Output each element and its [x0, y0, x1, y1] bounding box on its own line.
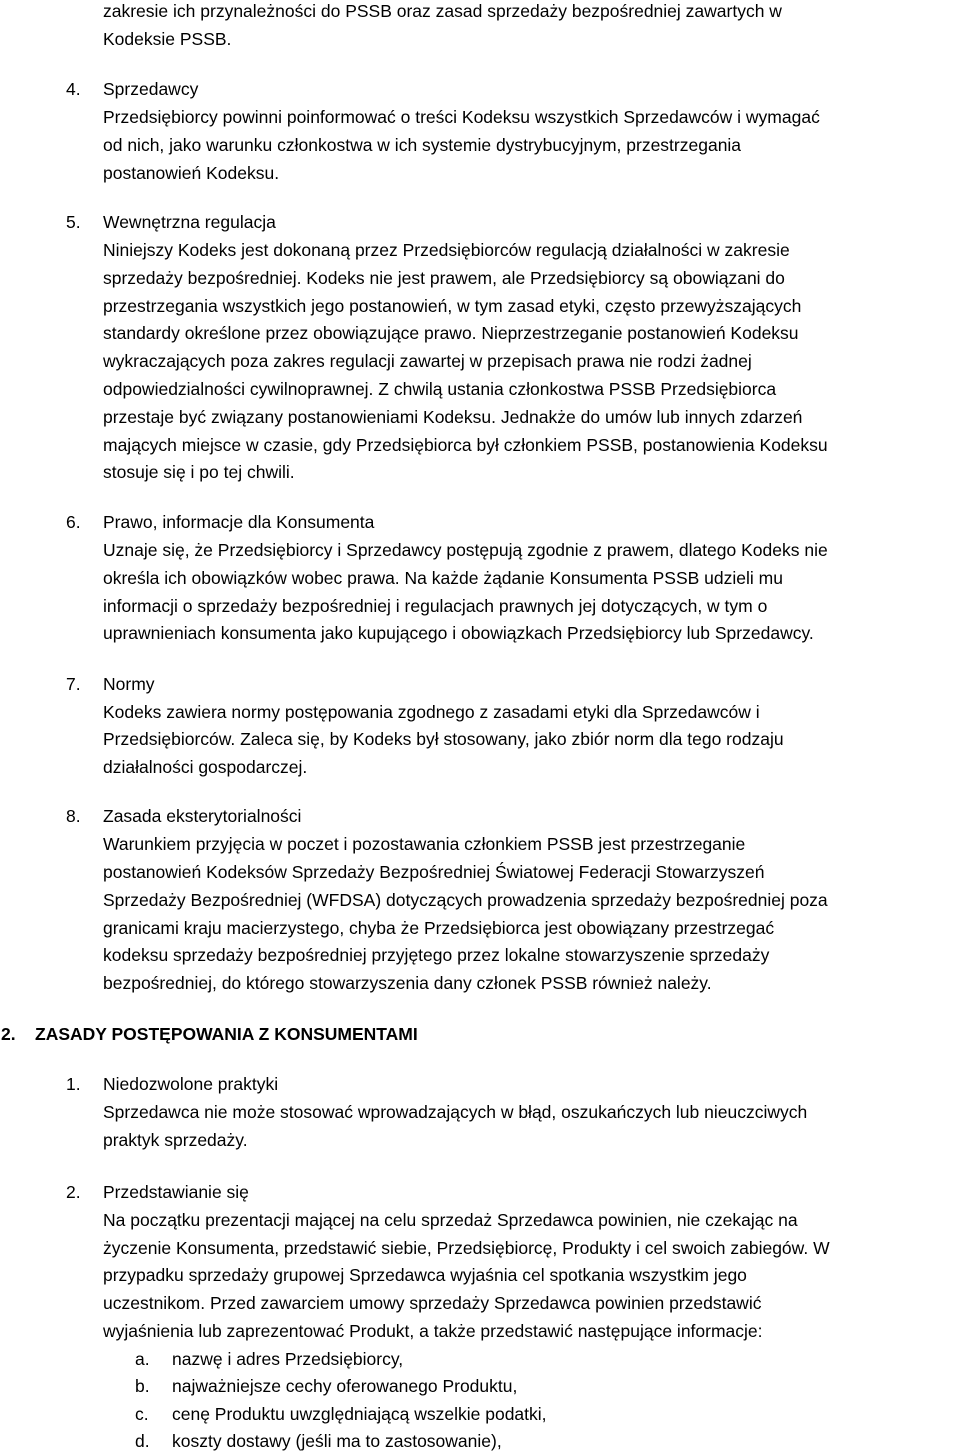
- section-number: 2.: [1, 1024, 16, 1044]
- subitem-letter: d.: [135, 1431, 150, 1451]
- subitem-text: nazwę i adres Przedsiębiorcy,: [172, 1349, 404, 1369]
- section-title: ZASADY POSTĘPOWANIA Z KONSUMENTAMI: [35, 1024, 418, 1044]
- item-line: Uznaje się, że Przedsiębiorcy i Sprzedawcy postępują zgodnie z prawem, dlatego Kodeks nie: [103, 540, 828, 560]
- item-number: 2.: [66, 1182, 81, 1202]
- subitem-letter: a.: [135, 1349, 150, 1369]
- subitem-text: najważniejsze cechy oferowanego Produktu,: [172, 1376, 518, 1396]
- item-line: praktyk sprzedaży.: [103, 1130, 248, 1150]
- item-line: informacji o sprzedaży bezpośredniej i regulacjach prawnych jej dotyczących, w tym o: [103, 596, 768, 616]
- subitem-letter: c.: [135, 1404, 149, 1424]
- item-line: przestaje być związany postanowieniami Kodeksu. Jednakże do umów lub innych zdarzeń: [103, 407, 803, 427]
- item-line: określa ich obowiązków wobec prawa. Na każde żądanie Konsumenta PSSB udzieli mu: [103, 568, 783, 588]
- item-line: wyjaśnienia lub zaprezentować Produkt, a także przedstawić następujące informacje:: [103, 1321, 763, 1341]
- item-line: Przedsiębiorcy powinni poinformować o treści Kodeksu wszystkich Sprzedawców i wymagać: [103, 107, 820, 127]
- subitem-text: cenę Produktu uwzględniającą wszelkie podatki,: [172, 1404, 547, 1424]
- item-number: 1.: [66, 1074, 81, 1094]
- item-line: odpowiedzialności cywilnoprawnej. Z chwilą ustania członkostwa PSSB Przedsiębiorca: [103, 379, 777, 399]
- item-number: 8.: [66, 806, 81, 826]
- item-line: uczestnikom. Przed zawarciem umowy sprzedaży Sprzedawca powinien przedstawić: [103, 1293, 762, 1313]
- item-line: kodeksu sprzedaży bezpośredniej przyjętego przez lokalne stowarzyszenie sprzedaży: [103, 945, 770, 965]
- item-line: bezpośredniej, do którego stowarzyszenia dany członek PSSB również należy.: [103, 973, 712, 993]
- item-title: Sprzedawcy: [103, 79, 199, 99]
- item-line: mających miejsce w czasie, gdy Przedsiębiorca był członkiem PSSB, postanowienia Kodeksu: [103, 435, 828, 455]
- item-line: od nich, jako warunku członkostwa w ich systemie dystrybucyjnym, przestrzegania: [103, 135, 742, 155]
- item-line: stosuje się i po tej chwili.: [103, 462, 295, 482]
- item-title: Niedozwolone praktyki: [103, 1074, 279, 1094]
- item-line: przypadku sprzedaży grupowej Sprzedawca wyjaśnia cel spotkania wszystkim jego: [103, 1265, 747, 1285]
- item-line: postanowień Kodeksu.: [103, 163, 280, 183]
- intro-line: zakresie ich przynależności do PSSB oraz zasad sprzedaży bezpośredniej zawartych w: [103, 1, 782, 21]
- item-line: postanowień Kodeksów Sprzedaży Bezpośredniej Światowej Federacji Stowarzyszeń: [103, 862, 765, 882]
- item-number: 7.: [66, 674, 81, 694]
- item-line: Warunkiem przyjęcia w poczet i pozostawania członkiem PSSB jest przestrzeganie: [103, 834, 746, 854]
- item-line: Sprzedawca nie może stosować wprowadzających w błąd, oszukańczych lub nieuczciwych: [103, 1102, 808, 1122]
- subitem-letter: b.: [135, 1376, 150, 1396]
- item-line: granicami kraju macierzystego, chyba że Przedsiębiorca jest obowiązany przestrzegać: [103, 918, 775, 938]
- item-title: Wewnętrzna regulacja: [103, 212, 276, 232]
- item-title: Zasada eksterytorialności: [103, 806, 302, 826]
- item-line: standardy określone przez obowiązujące prawo. Nieprzestrzeganie postanowień Kodeksu: [103, 323, 799, 343]
- item-number: 6.: [66, 512, 81, 532]
- item-title: Przedstawianie się: [103, 1182, 249, 1202]
- item-line: Sprzedaży Bezpośredniej (WFDSA) dotyczących prowadzenia sprzedaży bezpośredniej poza: [103, 890, 828, 910]
- item-line: wykraczających poza zakres regulacji zawartej w przepisach prawa nie rodzi żadnej: [103, 351, 752, 371]
- item-line: Przedsiębiorców. Zaleca się, by Kodeks był stosowany, jako zbiór norm dla tego rodzaju: [103, 729, 784, 749]
- item-line: sprzedaży bezpośredniej. Kodeks nie jest prawem, ale Przedsiębiorcy są obowiązani do: [103, 268, 785, 288]
- subitem-text: koszty dostawy (jeśli ma to zastosowanie),: [172, 1431, 502, 1451]
- item-line: uprawnieniach konsumenta jako kupującego i obowiązkach Przedsiębiorcy lub Sprzedawcy.: [103, 623, 814, 643]
- item-line: Niniejszy Kodeks jest dokonaną przez Przedsiębiorców regulacją działalności w zakresie: [103, 240, 790, 260]
- item-line: Kodeks zawiera normy postępowania zgodnego z zasadami etyki dla Sprzedawców i: [103, 702, 760, 722]
- item-title: Prawo, informacje dla Konsumenta: [103, 512, 375, 532]
- item-line: życzenie Konsumenta, przedstawić siebie, Przedsiębiorcę, Produkty i cel swoich zabiegów. W: [103, 1238, 830, 1258]
- item-number: 5.: [66, 212, 81, 232]
- item-line: działalności gospodarczej.: [103, 757, 308, 777]
- item-line: przestrzegania wszystkich jego postanowień, w tym zasad etyki, często przewyższających: [103, 296, 802, 316]
- intro-line: Kodeksie PSSB.: [103, 29, 232, 49]
- item-title: Normy: [103, 674, 155, 694]
- item-number: 4.: [66, 79, 81, 99]
- item-line: Na początku prezentacji mającej na celu sprzedaż Sprzedawca powinien, nie czekając na: [103, 1210, 798, 1230]
